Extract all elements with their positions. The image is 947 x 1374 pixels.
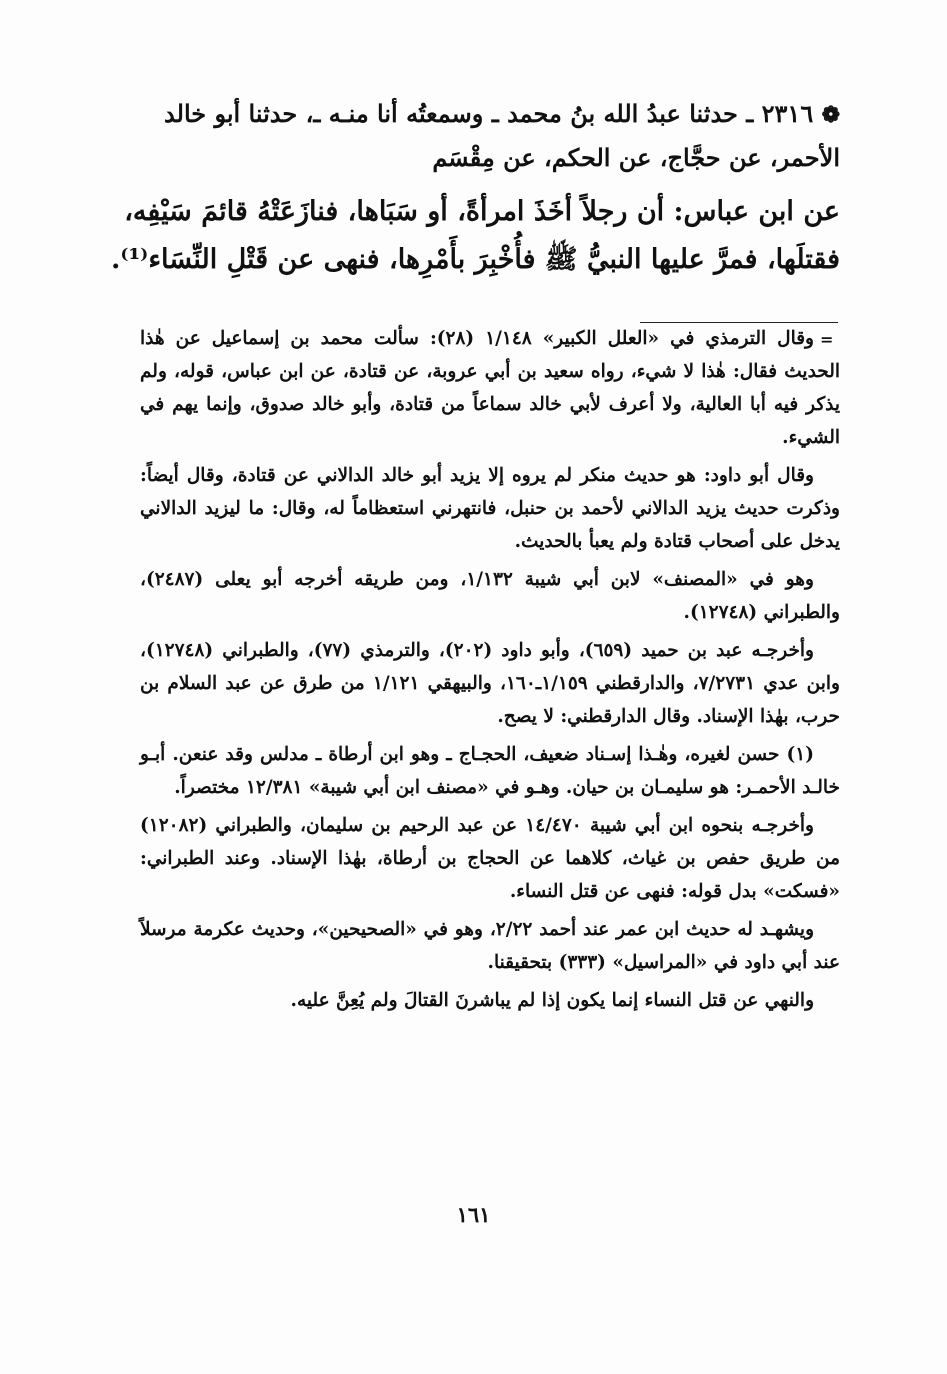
footnote-paragraph: وأخرجـه بنحوه ابن أبي شيبة ١٤/٤٧٠ عن عبد الرحيم بن سليمان، والطبراني (١٢٠٨٢) من طريق حفص بن غياث، كلاهما عن الحجاج بن أرطاة، بهٰذا الإسناد. وعند الطبراني: «فسكت» بدل قوله: فنهى عن قتل النساء. — [140, 815, 840, 902]
footnote-paragraph: ويشهـد له حديث ابن عمر عند أحمد ٢/٢٢، وهو في «الصحيحين»، وحديث عكرمة مرسلاً عند أبي داود في «المراسيل» (٣٣٣) بتحقيقنا. — [140, 919, 840, 973]
isnad-text-1: ٢٣١٦ ـ حدثنا عبدُ الله بنُ محمد ـ وسمعتُه أنا منـه ـ، حدثنا أبو خالد — [164, 99, 814, 128]
matn-line-1: عن ابن عباس: أن رجلاً أخَذَ امرأةً، أو سَبَاها، فنازَعَتْهُ قائمَ سَيْفِه، — [124, 196, 840, 227]
footnote-paragraph: (١) حسن لغيره، وهٰـذا إسـناد ضعيف، الحجـاج ـ وهو ابن أرطاة ـ مدلس وقد عنعن. أبـو خالـد الأحمـر: هو سليمـان بن حيان. وهـو في «مصنف ابن أبي شيبة» ١٢/٣٨١ مختصراً. — [140, 744, 840, 798]
star-ornament-icon: ❁ — [821, 102, 840, 128]
page-number: ١٦١ — [456, 1202, 491, 1227]
isnad-line-2: الأحمر، عن حجَّاج، عن الحكم، عن مِقْسَم — [432, 143, 840, 172]
footnote-paragraph: وقال أبو داود: هو حديث منكر لم يروه إلا يزيد أبو خالد الدالاني عن قتادة، وقال أيضاً: وذكرت حديث يزيد الدالاني لأحمد بن حنبل، فانتهرني استعظاماً له، وقال: ما ليزيد الدالاني يدخل على أصحاب قتادة ولم يعبأ بالحديث. — [140, 465, 840, 552]
footnote-paragraph: وأخرجـه عبد بن حميد (٦٥٩)، وأبو داود (٢٠٢)، والترمذي (٧٧)، والطبراني (١٢٧٤٨)، وابن عدي ٧/٢٧٣١، والدارقطني ١/١٥٩ـ١٦٠، والبيهقي ١/١٢١ من طرق عن عبد السلام بن حرب، بهٰذا الإسناد. وقال الدارقطني: لا يصح. — [140, 640, 840, 727]
hadith-text — [111, 92, 840, 284]
matn-line-2: فقتلَها، فمرَّ عليها النبيُّ ﷺ فأُخْبِرَ بأَمْرِها، فنهى عن قَتْلِ النِّسَاء⁽¹⁾. — [111, 244, 840, 275]
footnote-continuation-marker: = — [820, 330, 834, 349]
footnotes — [140, 322, 840, 1017]
isnad-line-1 — [140, 92, 840, 136]
footnote-paragraph: وهو في «المصنف» لابن أبي شيبة ١/١٣٢، ومن طريقه أخرجه أبو يعلى (٢٤٨٧)، والطبراني (١٢٧٤٨). — [140, 569, 840, 623]
footnote-paragraph: والنهي عن قتل النساء إنما يكون إذا لم يباشرنَ القتالَ ولم يُعِنَّ عليه. — [290, 990, 814, 1011]
footnote-paragraph: وقال الترمذي في «العلل الكبير» ١/١٤٨ (٢٨): سألت محمد بن إسماعيل عن هٰذا الحديث فقال: هٰذا لا شيء، رواه سعيد بن أبي عروبة، عن قتادة، عن ابن عباس، قوله، ولم يذكر فيه أبا العالية، ولا أعرف لأبي خالد سماعاً من قتادة، وأبو خالد صدوق، وإنما يهم في الشيء. — [140, 328, 840, 448]
